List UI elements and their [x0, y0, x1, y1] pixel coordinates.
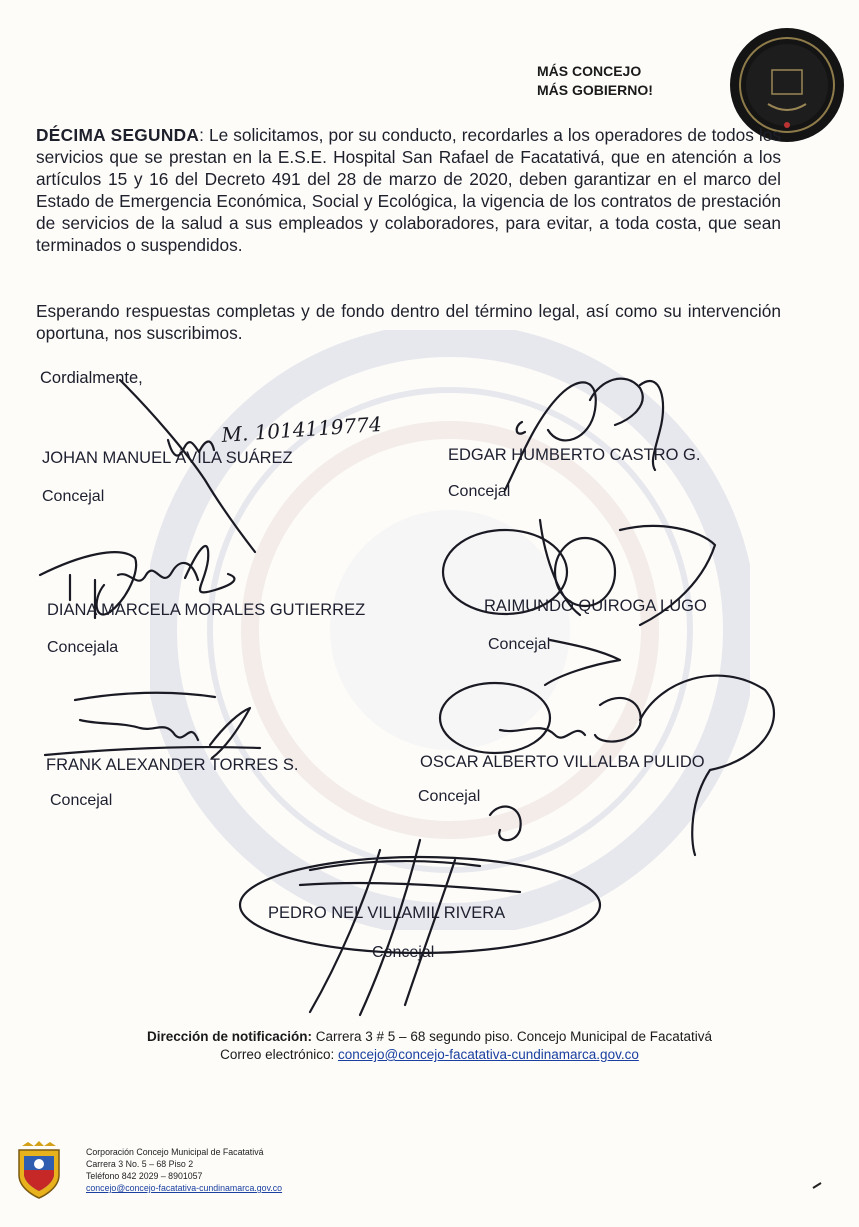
slogan: [537, 62, 653, 100]
signatory-role-1: Concejal: [42, 488, 105, 505]
paragraph-1-text: : Le solicitamos, por su conducto, recordarles a los operadores de todos los servicios que se prestan en la E.S.E. Hospital San Rafael de Facatativá, que en atención a los artículos 15 y 16 del Decreto 491 del 28 de marzo de 2020, deben garantizar en el marco del Estado de Emergencia Económica, Social y Ecológica, la vigencia de los contratos de prestación de servicios de la salud a sus empleados y colaboradores, para evitar, a toda costa, que sean terminados o suspendidos.: [36, 125, 782, 255]
handwritten-id-note: M. 1014119774: [220, 411, 383, 447]
signatory-name-7: PEDRO NEL VILLAMIL RIVERA: [268, 904, 506, 922]
signatory-name-3: DIANA MARCELA MORALES GUTIERREZ: [47, 601, 366, 619]
notification-email-line: [0, 1046, 859, 1064]
slogan-line-1: MÁS CONCEJO: [537, 63, 642, 79]
signatory-role-7: Concejal: [372, 944, 435, 961]
footer-line-1: Corporación Concejo Municipal de Facatativá: [86, 1147, 264, 1157]
signatory-name-6: OSCAR ALBERTO VILLALBA PULIDO: [420, 753, 705, 771]
footer-email-link[interactable]: concejo@concejo-facatativa-cundinamarca.gov.co: [86, 1183, 283, 1193]
notification-address-line: [0, 1028, 859, 1046]
signatory-name-2: EDGAR HUMBERTO CASTRO G.: [448, 446, 701, 464]
notification-email-label: Correo electrónico:: [220, 1047, 338, 1062]
closing-salutation: Cordialmente,: [40, 369, 143, 387]
notification-address: Carrera 3 # 5 – 68 segundo piso. Concejo Municipal de Facatativá: [312, 1029, 712, 1044]
footer-line-3: Teléfono 842 2029 – 8901057: [86, 1171, 203, 1181]
signatory-role-2: Concejal: [448, 483, 511, 500]
paragraph-heading: DÉCIMA SEGUNDA: [36, 125, 200, 145]
signatory-role-4: Concejal: [488, 636, 551, 653]
paragraph-decima-segunda: [36, 124, 781, 256]
footer-contact: [86, 1146, 282, 1194]
signatory-name-4: RAIMUNDO QUIROGA LUGO: [484, 597, 707, 615]
notification-block: [0, 1028, 859, 1064]
watermark-seal-icon: [150, 330, 750, 930]
municipal-shield-icon: [14, 1140, 64, 1200]
notification-label: Dirección de notificación:: [146, 1029, 313, 1044]
paragraph-closing: Esperando respuestas completas y de fondo dentro del término legal, así como su intervención oportuna, nos suscribimos.: [36, 301, 781, 343]
footer-line-2: Carrera 3 No. 5 – 68 Piso 2: [86, 1159, 194, 1169]
signatory-name-5: FRANK ALEXANDER TORRES S.: [46, 756, 299, 774]
slogan-line-2: MÁS GOBIERNO!: [537, 82, 653, 98]
signatory-role-6: Concejal: [418, 788, 481, 805]
signatory-name-1: JOHAN MANUEL ÁVILA SUÁREZ: [42, 449, 293, 467]
signatory-role-3: Concejala: [47, 639, 119, 656]
scan-mark-icon: [812, 1180, 824, 1190]
signatory-role-5: Concejal: [50, 792, 113, 809]
notification-email-link[interactable]: concejo@concejo-facatativa-cundinamarca.gov.co: [337, 1047, 639, 1062]
